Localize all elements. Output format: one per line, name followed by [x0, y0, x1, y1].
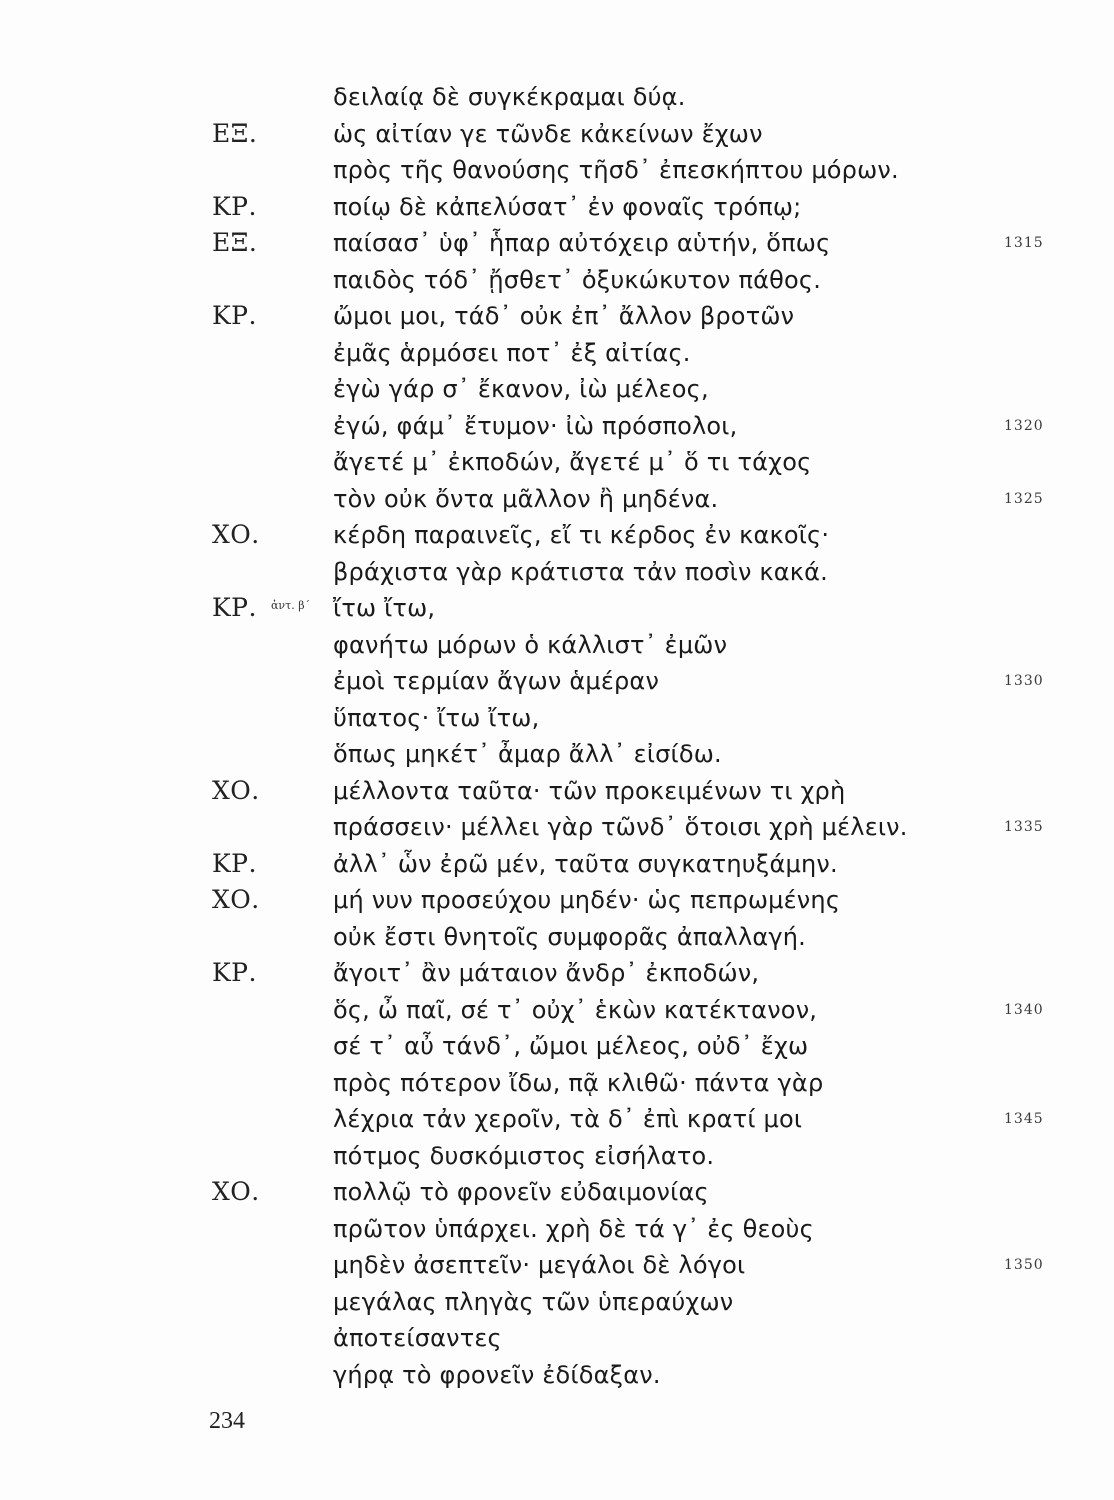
verse-line	[0, 1028, 1114, 1065]
speaker-label: ΚΡ.	[212, 301, 257, 330]
verse-text: ὡς αἰτίαν γε τῶνδε κἀκείνων ἔχων	[333, 119, 763, 148]
verse-text: σέ τ᾽ αὖ τάνδ᾽, ὤμοι μέλεος, οὐδ᾽ ἔχω	[333, 1032, 809, 1060]
verse-line	[0, 262, 1114, 299]
speaker-label: ΚΡ.	[212, 848, 257, 878]
verse-line	[0, 955, 1114, 992]
line-number: 1340	[1004, 1001, 1044, 1018]
verse-text: ἀλλ᾽ ὧν ἐρῶ μέν, ταῦτα συγκατηυξάμην.	[333, 849, 838, 878]
verse-line	[0, 663, 1114, 700]
verse-line	[0, 809, 1114, 846]
verse-text: ἐγὼ γάρ σ᾽ ἔκανον, ἰὼ μέλεος,	[333, 375, 709, 403]
verse-line	[0, 1101, 1114, 1138]
verse-text: κέρδη παραινεῖς, εἴ τι κέρδος ἐν κακοῖς·	[333, 521, 830, 549]
verse-line	[0, 298, 1114, 335]
verse-text: ὅς, ὦ παῖ, σέ τ᾽ οὐχ᾽ ἑκὼν κατέκτανον,	[333, 995, 818, 1024]
verse-line	[0, 1138, 1114, 1175]
verse-line	[0, 1357, 1114, 1394]
verse-text: ἐγώ, φάμ᾽ ἔτυμον· ἰὼ πρόσπολοι,	[333, 411, 738, 440]
verse-line	[0, 1065, 1114, 1102]
verse-text: δειλαίᾳ δὲ συγκέκραμαι δύᾳ.	[333, 83, 686, 111]
verse-line	[0, 736, 1114, 773]
verse-line	[0, 371, 1114, 408]
verse-text: ἴτω ἴτω,	[333, 594, 436, 622]
verse-line	[0, 116, 1114, 153]
verse-line	[0, 882, 1114, 919]
verse-text: ἄγετέ μ᾽ ἐκποδών, ἄγετέ μ᾽ ὅ τι τάχος	[333, 448, 812, 476]
verse-text: ἄγοιτ᾽ ἂν μάταιον ἄνδρ᾽ ἐκποδών,	[333, 959, 760, 987]
verse-line	[0, 1320, 1114, 1357]
verse-text: μεγάλας πληγὰς τῶν ὑπεραύχων	[333, 1287, 734, 1316]
verse-text: ἀποτείσαντες	[333, 1324, 502, 1352]
strophe-marker: ἀντ. β´	[271, 599, 311, 612]
verse-text: ὤμοι μοι, τάδ᾽ οὐκ ἐπ᾽ ἄλλον βροτῶν	[333, 302, 795, 330]
verse-line	[0, 408, 1114, 445]
verse-line	[0, 1247, 1114, 1284]
speaker-label: ΕΞ.	[212, 118, 258, 148]
line-number: 1320	[1004, 417, 1044, 434]
verse-text: μή νυν προσεύχου μηδέν· ὡς πεπρωμένης	[333, 886, 841, 914]
verse-line	[0, 1284, 1114, 1321]
verse-line	[0, 444, 1114, 481]
verse-text: πρὸς τῆς θανούσης τῆσδ᾽ ἐπεσκήπτου μόρων.	[333, 156, 899, 184]
speaker-label: ΕΞ.	[212, 228, 258, 257]
verse-line	[0, 189, 1114, 226]
verse-text: πότμος δυσκόμιστος εἰσήλατο.	[333, 1141, 715, 1170]
verse-line	[0, 992, 1114, 1029]
verse-line	[0, 481, 1114, 518]
verse-line	[0, 1174, 1114, 1211]
verse-text: ἐμοὶ τερμίαν ἄγων ἁμέραν	[333, 667, 660, 695]
speaker-label: ΧΟ.	[212, 885, 260, 914]
verse-text: πρῶτον ὑπάρχει. χρὴ δὲ τά γ᾽ ἐς θεοὺς	[333, 1214, 814, 1243]
line-number: 1315	[1004, 235, 1044, 251]
verse-text: μηδὲν ἀσεπτεῖν· μεγάλοι δὲ λόγοι	[333, 1251, 746, 1279]
verse-line	[0, 335, 1114, 372]
verse-text: πράσσειν· μέλλει γὰρ τῶνδ᾽ ὅτοισι χρὴ μέλειν.	[333, 813, 908, 841]
verse-line	[0, 152, 1114, 189]
verse-text: γήρᾳ τὸ φρονεῖν ἐδίδαξαν.	[333, 1360, 661, 1389]
verse-lines	[0, 79, 1114, 1393]
verse-line	[0, 517, 1114, 554]
verse-text: πολλῷ τὸ φρονεῖν εὐδαιμονίας	[333, 1178, 709, 1206]
line-number: 1325	[1004, 490, 1044, 507]
line-number: 1330	[1004, 673, 1044, 689]
verse-text: ἐμᾶς ἁρμόσει ποτ᾽ ἐξ αἰτίας.	[333, 338, 691, 367]
verse-text: μέλλοντα ταῦτα· τῶν προκειμένων τι χρὴ	[333, 776, 846, 805]
verse-line	[0, 590, 1114, 627]
verse-line	[0, 225, 1114, 262]
verse-text: παιδὸς τόδ᾽ ᾔσθετ᾽ ὀξυκώκυτον πάθος.	[333, 265, 822, 294]
verse-text: βράχιστα γὰρ κράτιστα τἀν ποσὶν κακά.	[333, 557, 828, 586]
verse-line	[0, 846, 1114, 883]
verse-text: λέχρια τἀν χεροῖν, τὰ δ᾽ ἐπὶ κρατί μοι	[333, 1105, 803, 1133]
speaker-label: ΚΡ.	[212, 958, 257, 987]
verse-text: ὕπατος· ἴτω ἴτω,	[333, 703, 540, 732]
line-number: 1345	[1004, 1111, 1044, 1127]
verse-text: ποίῳ δὲ κἀπελύσατ᾽ ἐν φοναῖς τρόπῳ;	[333, 192, 802, 221]
line-number: 1335	[1004, 819, 1044, 835]
verse-text: φανήτω μόρων ὁ κάλλιστ᾽ ἐμῶν	[333, 630, 728, 659]
verse-text: παίσασ᾽ ὑφ᾽ ἧπαρ αὐτόχειρ αὑτήν, ὅπως	[333, 229, 831, 257]
speaker-label: ΧΟ.	[212, 775, 260, 805]
verse-line	[0, 919, 1114, 956]
speaker-label: ΚΡ.	[212, 593, 257, 622]
verse-text: πρὸς πότερον ἴδω, πᾷ κλιθῶ· πάντα γὰρ	[333, 1068, 824, 1097]
verse-line	[0, 627, 1114, 664]
verse-line	[0, 700, 1114, 737]
verse-line	[0, 1211, 1114, 1248]
verse-text: τὸν οὐκ ὄντα μᾶλλον ἢ μηδένα.	[333, 484, 719, 513]
verse-line	[0, 554, 1114, 591]
verse-text: οὐκ ἔστι θνητοῖς συμφορᾶς ἀπαλλαγή.	[333, 922, 807, 951]
line-number: 1350	[1004, 1257, 1044, 1273]
speaker-label: ΧΟ.	[212, 520, 260, 549]
speaker-label: ΧΟ.	[212, 1177, 260, 1206]
verse-line	[0, 773, 1114, 810]
verse-line	[0, 79, 1114, 116]
page-number: 234	[209, 1408, 245, 1434]
verse-text: ὅπως μηκέτ᾽ ἆμαρ ἄλλ᾽ εἰσίδω.	[333, 740, 722, 768]
speaker-label: ΚΡ.	[212, 191, 257, 221]
